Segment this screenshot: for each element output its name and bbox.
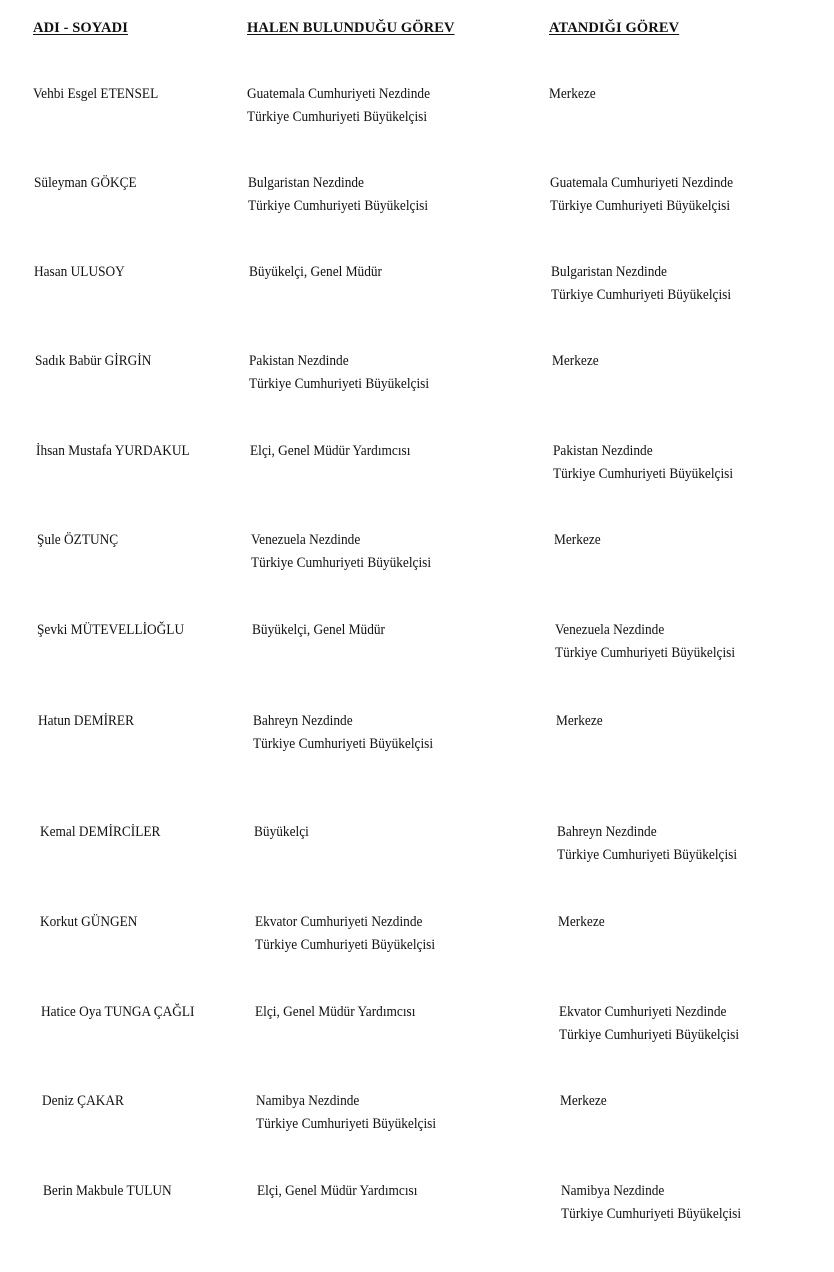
header-current-post: HALEN BULUNDUĞU GÖREV	[247, 20, 455, 36]
row-name	[37, 619, 184, 642]
row-appointed-post	[551, 261, 731, 307]
row-appointed-post-line: Türkiye Cumhuriyeti Büyükelçisi	[551, 287, 732, 303]
row-name	[38, 710, 134, 733]
row-name	[33, 83, 158, 106]
row-current-post-line: Guatemala Cumhuriyeti Nezdinde	[247, 86, 431, 102]
row-name	[34, 261, 125, 284]
row-name-line: Vehbi Esgel ETENSEL	[33, 86, 159, 102]
row-appointed-post	[557, 821, 737, 867]
row-name	[37, 529, 118, 552]
table-row	[0, 821, 834, 881]
row-appointed-post-line: Türkiye Cumhuriyeti Büyükelçisi	[555, 645, 736, 661]
row-name	[35, 350, 151, 373]
row-current-post-line: Türkiye Cumhuriyeti Büyükelçisi	[253, 736, 434, 752]
row-current-post	[256, 1090, 436, 1136]
row-appointed-post	[560, 1090, 607, 1113]
row-appointed-post-line: Türkiye Cumhuriyeti Büyükelçisi	[557, 847, 738, 863]
row-appointed-post-line: Bulgaristan Nezdinde	[551, 264, 667, 280]
row-name-line: Şule ÖZTUNÇ	[37, 532, 119, 548]
row-appointed-post	[556, 710, 603, 733]
row-appointed-post-line: Merkeze	[560, 1093, 607, 1109]
row-name	[34, 172, 137, 195]
row-appointed-post	[549, 83, 596, 106]
row-name	[40, 821, 160, 844]
row-appointed-post-line: Türkiye Cumhuriyeti Büyükelçisi	[550, 198, 731, 214]
header-name: ADI - SOYADI	[33, 20, 128, 36]
row-name-line: Hatice Oya TUNGA ÇAĞLI	[41, 1004, 195, 1020]
row-current-post-line: Türkiye Cumhuriyeti Büyükelçisi	[255, 937, 436, 953]
row-current-post-line: Türkiye Cumhuriyeti Büyükelçisi	[249, 376, 430, 392]
row-name-line: İhsan Mustafa YURDAKUL	[36, 443, 190, 459]
table-row	[0, 350, 834, 410]
row-name	[40, 911, 137, 934]
row-appointed-post-line: Namibya Nezdinde	[561, 1183, 665, 1199]
row-appointed-post	[553, 440, 733, 486]
row-name-line: Hatun DEMİRER	[38, 713, 134, 729]
table-row	[0, 440, 834, 500]
row-appointed-post	[552, 350, 599, 373]
row-name	[42, 1090, 124, 1113]
row-appointed-post-line: Türkiye Cumhuriyeti Büyükelçisi	[559, 1027, 740, 1043]
table-row	[0, 1001, 834, 1061]
row-current-post-line: Büyükelçi	[254, 824, 309, 840]
row-appointed-post	[558, 911, 605, 934]
row-appointed-post-line: Venezuela Nezdinde	[555, 622, 665, 638]
row-appointed-post-line: Türkiye Cumhuriyeti Büyükelçisi	[561, 1206, 742, 1222]
row-current-post-line: Pakistan Nezdinde	[249, 353, 349, 369]
row-current-post	[247, 83, 430, 129]
row-current-post-line: Elçi, Genel Müdür Yardımcısı	[250, 443, 411, 459]
row-appointed-post-line: Türkiye Cumhuriyeti Büyükelçisi	[553, 466, 734, 482]
row-current-post	[248, 172, 428, 218]
table-row	[0, 710, 834, 770]
row-name-line: Kemal DEMİRCİLER	[40, 824, 161, 840]
row-appointed-post-line: Merkeze	[558, 914, 605, 930]
row-name-line: Süleyman GÖKÇE	[34, 175, 137, 191]
row-current-post	[250, 440, 410, 463]
row-appointed-post	[555, 619, 735, 665]
row-appointed-post	[559, 1001, 739, 1047]
row-name-line: Hasan ULUSOY	[34, 264, 125, 280]
row-current-post	[253, 710, 433, 756]
table-row	[0, 911, 834, 971]
row-appointed-post-line: Merkeze	[554, 532, 601, 548]
row-current-post-line: Bulgaristan Nezdinde	[248, 175, 364, 191]
row-name-line: Berin Makbule TULUN	[43, 1183, 172, 1199]
row-current-post-line: Elçi, Genel Müdür Yardımcısı	[255, 1004, 416, 1020]
row-name-line: Deniz ÇAKAR	[42, 1093, 124, 1109]
header-appointed-post: ATANDIĞI GÖREV	[549, 20, 680, 36]
row-current-post-line: Türkiye Cumhuriyeti Büyükelçisi	[248, 198, 429, 214]
row-appointed-post	[554, 529, 601, 552]
row-current-post-line: Namibya Nezdinde	[256, 1093, 360, 1109]
row-current-post-line: Ekvator Cumhuriyeti Nezdinde	[255, 914, 423, 930]
row-current-post	[251, 529, 431, 575]
row-name-line: Şevki MÜTEVELLİOĞLU	[37, 622, 185, 638]
table-row	[0, 83, 834, 143]
table-row	[0, 1090, 834, 1150]
row-appointed-post-line: Merkeze	[556, 713, 603, 729]
row-current-post-line: Bahreyn Nezdinde	[253, 713, 353, 729]
table-row	[0, 261, 834, 321]
row-appointed-post-line: Pakistan Nezdinde	[553, 443, 653, 459]
row-name-line: Sadık Babür GİRGİN	[35, 353, 152, 369]
row-current-post	[254, 821, 309, 844]
row-current-post	[249, 261, 382, 284]
row-current-post	[257, 1180, 417, 1203]
row-appointed-post-line: Bahreyn Nezdinde	[557, 824, 657, 840]
table-row	[0, 529, 834, 589]
row-current-post	[252, 619, 385, 642]
row-current-post-line: Büyükelçi, Genel Müdür	[249, 264, 383, 280]
row-current-post-line: Türkiye Cumhuriyeti Büyükelçisi	[251, 555, 432, 571]
row-appointed-post-line: Guatemala Cumhuriyeti Nezdinde	[550, 175, 734, 191]
row-name-line: Korkut GÜNGEN	[40, 914, 138, 930]
row-name	[36, 440, 190, 463]
row-current-post	[249, 350, 429, 396]
row-appointed-post-line: Merkeze	[552, 353, 599, 369]
row-current-post	[255, 1001, 415, 1024]
row-current-post-line: Türkiye Cumhuriyeti Büyükelçisi	[256, 1116, 437, 1132]
row-name	[43, 1180, 172, 1203]
row-appointed-post	[550, 172, 733, 218]
table-row	[0, 619, 834, 679]
row-current-post-line: Venezuela Nezdinde	[251, 532, 361, 548]
row-current-post	[255, 911, 435, 957]
table-row	[0, 1180, 834, 1240]
row-appointed-post	[561, 1180, 741, 1226]
row-appointed-post-line: Ekvator Cumhuriyeti Nezdinde	[559, 1004, 727, 1020]
row-current-post-line: Büyükelçi, Genel Müdür	[252, 622, 386, 638]
row-current-post-line: Elçi, Genel Müdür Yardımcısı	[257, 1183, 418, 1199]
table-row	[0, 172, 834, 232]
row-appointed-post-line: Merkeze	[549, 86, 596, 102]
row-name	[41, 1001, 195, 1024]
row-current-post-line: Türkiye Cumhuriyeti Büyükelçisi	[247, 109, 428, 125]
